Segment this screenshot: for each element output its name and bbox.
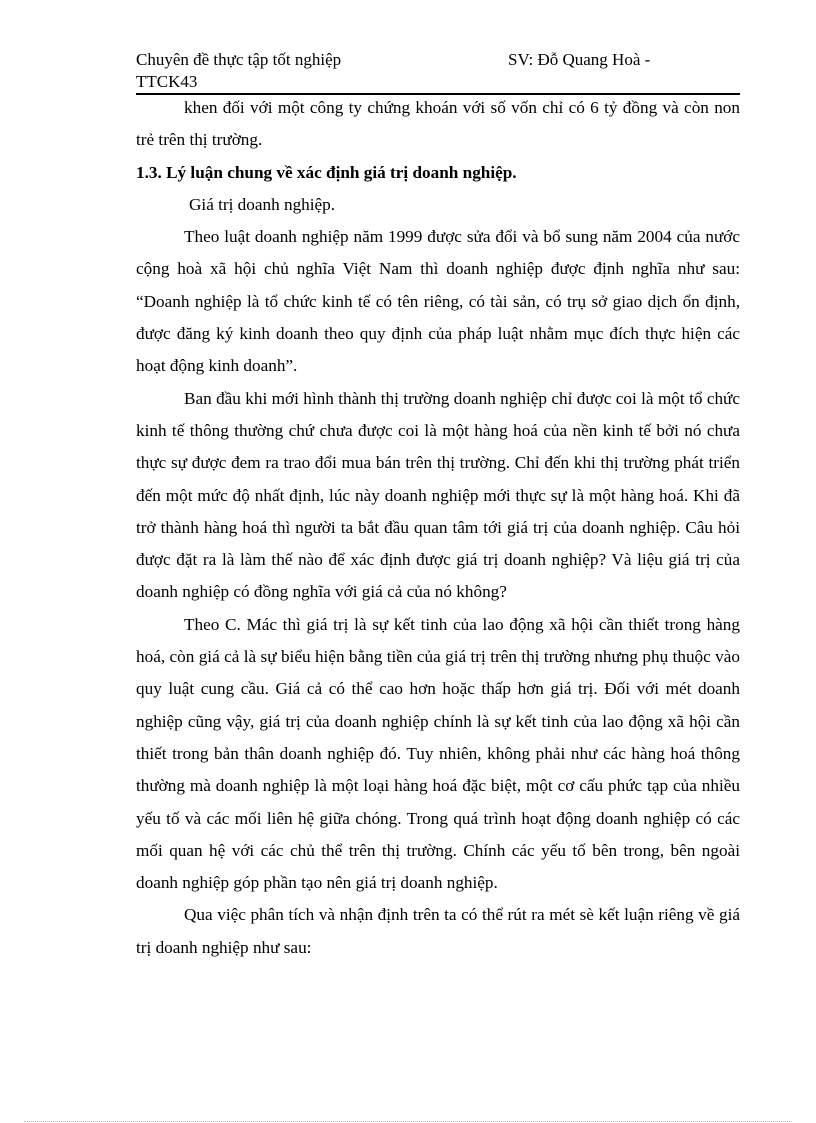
header-class: TTCK43 — [136, 72, 198, 91]
continuation-paragraph: khen đối với một công ty chứng khoán với số vốn chỉ có 6 tỷ đồng và còn non trẻ trên thị trường. — [136, 98, 740, 150]
paragraph: Theo luật doanh nghiệp năm 1999 được sửa đổi và bổ sung năm 2004 của nước cộng hoà xã hội chủ nghĩa Việt Nam thì doanh nghiệp được định nghĩa như sau: “Doanh nghiệp là tổ chức kinh tế có tên riêng, có tài sản, có trụ sở giao dịch ổn định, được đăng ký kinh doanh theo quy định của pháp luật nhằm mục đích thực hiện các hoạt động kinh doanh”. — [136, 227, 740, 376]
page-bottom-divider — [24, 1121, 792, 1122]
section-heading: 1.3. Lý luận chung về xác định giá trị doanh nghiệp. — [136, 162, 517, 182]
header-title: Chuyên đề thực tập tốt nghiệp — [136, 50, 342, 69]
header-student: SV: Đỗ Quang Hoà - — [508, 50, 651, 69]
paragraph: Qua việc phân tích và nhận định trên ta có thể rút ra mét sè kết luận riêng về giá trị doanh nghiệp như sau: — [136, 905, 740, 957]
subheading: Giá trị doanh nghiệp. — [189, 194, 336, 214]
document-body — [136, 92, 740, 964]
paragraph: Theo C. Mác thì giá trị là sự kết tinh của lao động xã hội cần thiết trong hàng hoá, còn giá cả là sự biểu hiện bằng tiền của giá trị trên thị trường nhưng phụ thuộc vào quy luật cung cầu. Giá cả có thể cao hơn hoặc thấp hơn giá trị. Đối với mét doanh nghiệp cũng vậy, giá trị của doanh nghiệp chính là sự kết tinh của lao động xã hội cần thiết trong bản thân doanh nghiệp đó. Tuy nhiên, không phải như các hàng hoá thông thường mà doanh nghiệp là một loại hàng hoá đặc biệt, một cơ cấu phức tạp của nhiều yếu tố và các mối liên hệ giữa chóng. Trong quá trình hoạt động doanh nghiệp có các mối quan hệ với các chủ thể trên thị trường. Chính các yếu tố bên trong, bên ngoài doanh nghiệp góp phần tạo nên giá trị doanh nghiệp. — [136, 614, 740, 893]
paragraph: Ban đầu khi mới hình thành thị trường doanh nghiệp chỉ được coi là một tổ chức kinh tế thông thường chứ chưa được coi là một hàng hoá của nền kinh tế bởi nó chưa thực sự được đem ra trao đổi mua bán trên thị trường. Chỉ đến khi thị trường phát triển đến một mức độ nhất định, lúc này doanh nghiệp mới thực sự là một hàng hoá. Khi đã trở thành hàng hoá thì người ta bắt đầu quan tâm tới giá trị của doanh nghiệp. Câu hỏi được đặt ra là làm thế nào để xác định được giá trị doanh nghiệp? Và liệu giá trị của doanh nghiệp có đồng nghĩa với giá cả của nó không? — [136, 388, 740, 602]
